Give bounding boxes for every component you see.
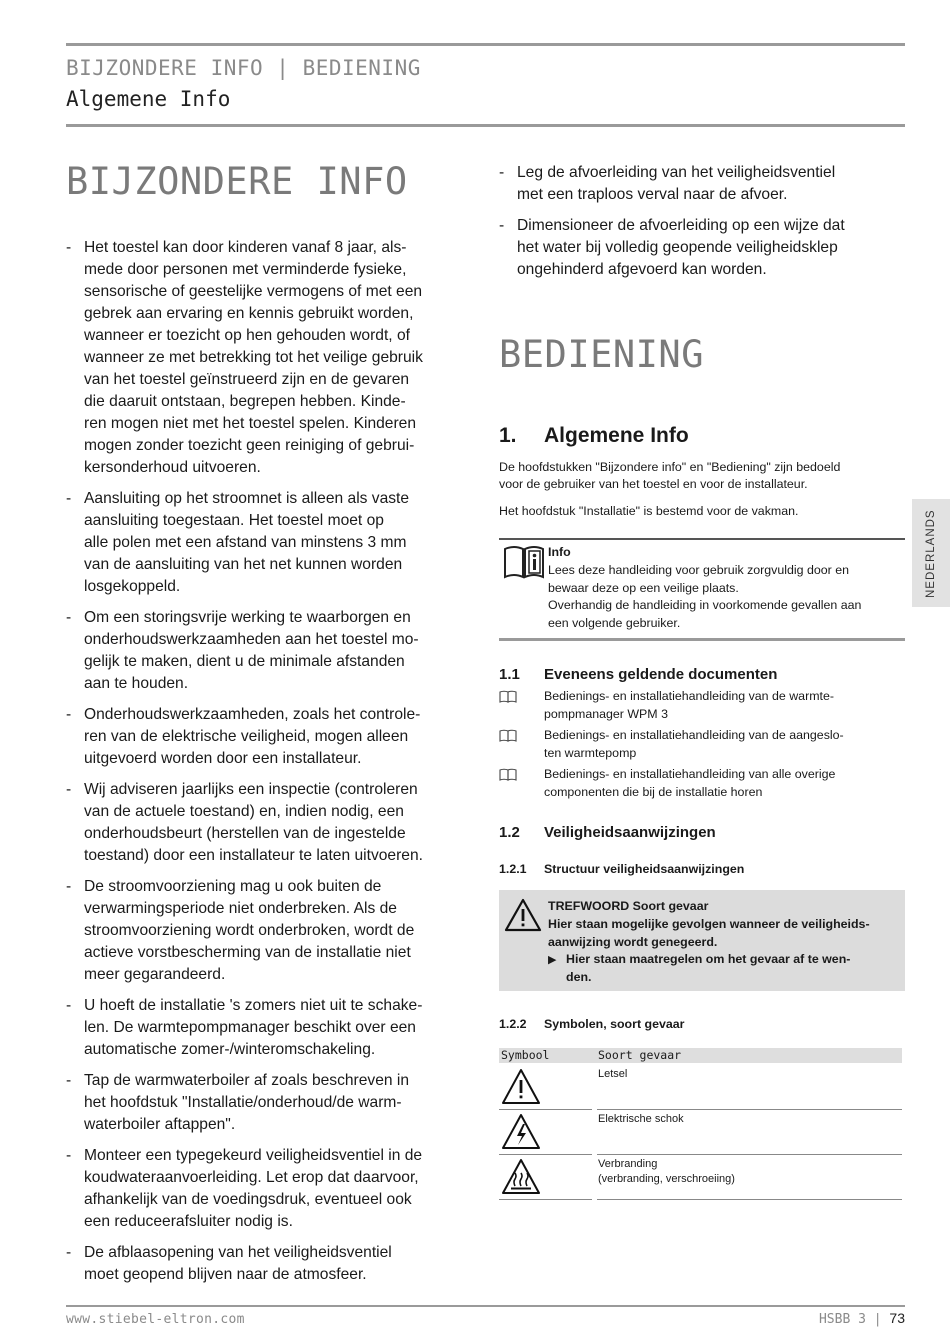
list-item: - Leg de afvoerleiding van het veiligheidsventiel met een traploos verval naar de afvoer. [499, 162, 909, 206]
language-tab-label: NEDERLANDS [925, 509, 937, 598]
document-item-text: Bedienings- en installatiehandleiding van alle overige componenten die bij de installatie horen [544, 767, 836, 799]
info-box [499, 538, 905, 641]
section-1-para-2: Het hoofdstuk "Installatie" is bestemd voor de vakman. [499, 504, 799, 518]
section-1-2-number: 1.2 [499, 824, 520, 841]
symbol-type-text: Letsel [598, 1068, 628, 1080]
arrow-right-icon: ▶ [548, 953, 557, 966]
left-title: BIJZONDERE INFO [66, 160, 408, 203]
footer-url[interactable]: www.stiebel-eltron.com [66, 1312, 245, 1327]
electric-shock-icon [501, 1113, 541, 1150]
right-list [499, 162, 909, 290]
footer-rule [66, 1305, 905, 1307]
bediening-title: BEDIENING [499, 333, 704, 376]
symbols-table-header [499, 1048, 902, 1063]
list-item: - Het toestel kan door kinderen vanaf 8 jaar, als- mede door personen met verminderde fysieke, sensorische of geestelijke vermogens of met een gebrek aan ervaring en kennis gebruikt worden, wanneer er toezicht op hen gehouden wordt, of wanneer ze met betrekking tot het veilige gebruik van het toestel geïnstrueerd zijn en de gevaren die daaruit ontstaan, begrepen hebben. Kinde- ren mogen niet met het toestel spelen. Kinderen mogen zonder toezicht geen reiniging of gebrui- kersonderhoud uitvoeren. [66, 237, 478, 479]
list-item: - U hoeft de installatie 's zomers niet uit te schake- len. De warmtepompmanager beschikt over een automatische zomer-/winteromschakeling. [66, 995, 478, 1061]
section-1-2-2-title: Symbolen, soort gevaar [544, 1017, 685, 1031]
warning-text: Hier staan mogelijke gevolgen wanneer de veiligheids- aanwijzing wordt genegeerd. [548, 917, 870, 949]
list-item: - Aansluiting op het stroomnet is alleen als vaste aansluiting toegestaan. Het toestel moet op alle polen met een afstand van minstens 3 mm van de aansluiting van het net kunnen worden losgekoppeld. [66, 488, 478, 598]
list-item: - De stroomvoorziening mag u ook buiten de verwarmingsperiode niet onderbreken. Als de stroomvoorziening wordt onderbroken, wordt de actieve vorstbescherming van de installatie niet meer gegarandeerd. [66, 876, 478, 986]
row-divider [499, 1199, 592, 1200]
col-symbol-header: Symbool [501, 1048, 550, 1062]
table-row [499, 1065, 902, 1111]
section-1-2-title: Veiligheidsaanwijzingen [544, 824, 716, 841]
page-number: 73 [889, 1310, 905, 1326]
warning-triangle-icon [504, 898, 542, 932]
table-row [499, 1155, 902, 1201]
list-item: - De afblaasopening van het veiligheidsventiel moet geopend blijven naar de atmosfeer. [66, 1242, 478, 1286]
symbol-type-text: Elektrische schok [598, 1113, 684, 1125]
section-1-1-number: 1.1 [499, 666, 520, 683]
header-rule [66, 124, 905, 127]
col-type-header: Soort gevaar [598, 1048, 682, 1062]
info-text: Lees deze handleiding voor gebruik zorgvuldig door en bewaar deze op een veilige plaats. Overhandig de handleiding in voorkomende gevallen aan een volgende gebruiker. [548, 563, 862, 630]
book-icon [499, 768, 517, 782]
document-item [499, 727, 904, 762]
section-1-number: 1. [499, 424, 517, 447]
table-row [499, 1110, 902, 1156]
hot-surface-icon [501, 1158, 541, 1195]
list-item: - Onderhoudswerkzaamheden, zoals het controle- ren van de elektrische veiligheid, mogen alleen uitgevoerd worden door een installateur. [66, 704, 478, 770]
top-rule [66, 43, 905, 46]
document-item [499, 688, 904, 723]
warning-measure: Hier staan maatregelen om het gevaar af te wen- den. [566, 952, 851, 984]
book-icon [499, 729, 517, 743]
list-item: - Dimensioneer de afvoerleiding op een wijze dat het water bij volledig geopende veiligheidsklep ongehinderd afgevoerd kan worden. [499, 215, 909, 281]
document-item-text: Bedienings- en installatiehandleiding van de warmte- pompmanager WPM 3 [544, 689, 834, 721]
footer-doc: HSBB 3 | [818, 1312, 882, 1327]
warning-triangle-icon [501, 1068, 541, 1105]
section-1-1-title: Eveneens geldende documenten [544, 666, 778, 683]
document-item [499, 766, 904, 801]
header-section: BIJZONDERE INFO | BEDIENING [66, 56, 421, 80]
list-item: - Wij adviseren jaarlijks een inspectie (controleren van de actuele toestand) en, indien nodig, een onderhoudsbeurt (herstellen van de ingestelde toestand) door een installateur te laten uitvoeren. [66, 779, 478, 867]
section-1-2-1-title: Structuur veiligheidsaanwijzingen [544, 862, 745, 876]
list-item: - Om een storingsvrije werking te waarborgen en onderhoudswerkzaamheden aan het toestel mo- gelijk te maken, dient u de minimale afstanden aan te houden. [66, 607, 478, 695]
section-1-2-2-number: 1.2.2 [499, 1017, 527, 1031]
book-icon [499, 690, 517, 704]
row-divider [597, 1199, 902, 1200]
list-item: - Monteer een typegekeurd veiligheidsventiel in de koudwateraanvoerleiding. Let erop dat daarvoor, afhankelijk van de voedingsdruk, eventueel ook een reduceerafsluiter nodig is. [66, 1145, 478, 1233]
document-item-text: Bedienings- en installatiehandleiding van de aangeslo- ten warmtepomp [544, 728, 844, 760]
section-1-2-1-number: 1.2.1 [499, 862, 527, 876]
section-1-title: Algemene Info [544, 424, 689, 447]
footer-page [819, 1310, 905, 1327]
left-list [66, 237, 478, 1295]
symbol-type-text: Verbranding (verbranding, verschroeiing) [598, 1158, 735, 1185]
warning-title: TREFWOORD Soort gevaar [548, 899, 709, 913]
header-subsection: Algemene Info [66, 87, 231, 111]
documents-list [499, 688, 904, 805]
warning-box [499, 890, 905, 991]
info-title: Info [548, 545, 571, 559]
list-item: - Tap de warmwaterboiler af zoals beschreven in het hoofdstuk "Installatie/onderhoud/de warm- waterboiler aftappen". [66, 1070, 478, 1136]
info-book-icon [503, 545, 545, 581]
section-1-para-1: De hoofdstukken "Bijzondere info" en "Bediening" zijn bedoeld voor de gebruiker van het toestel en voor de installateur. [499, 460, 841, 491]
